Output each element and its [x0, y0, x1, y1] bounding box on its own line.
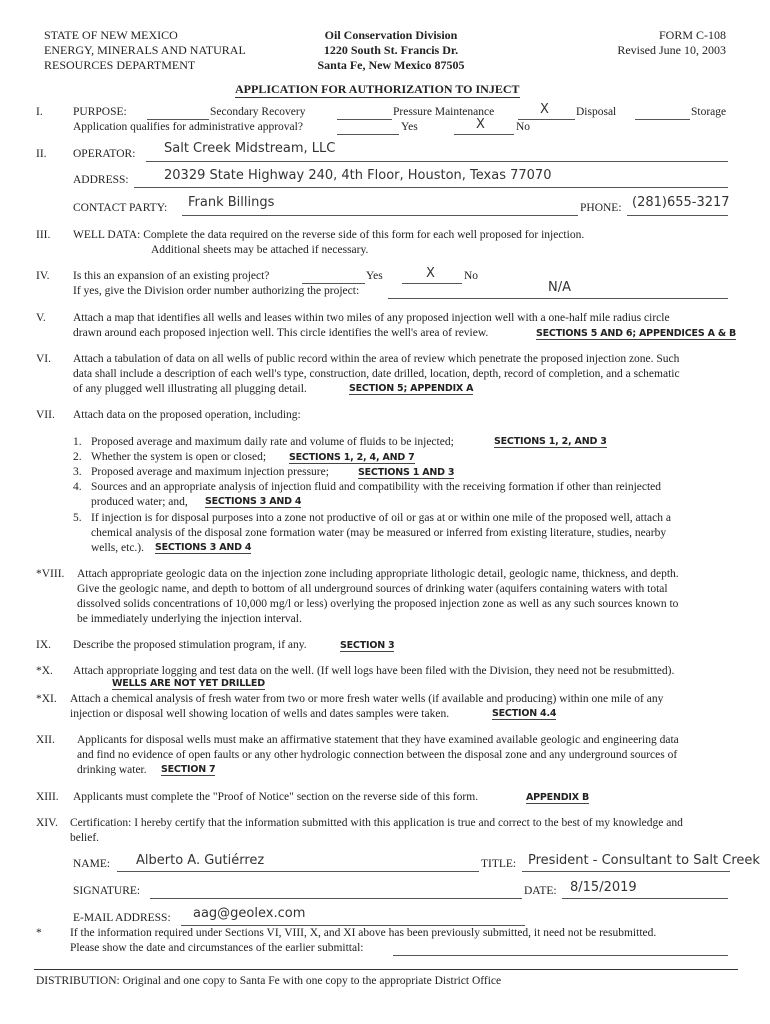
form-revision: Revised June 10, 2003: [617, 43, 726, 57]
operation-item-text-continued: produced water; and,: [91, 496, 188, 508]
operator-value: Salt Creek Midstream, LLC: [164, 141, 336, 156]
footnote-text-line-1: If the information required under Sections VI, VIII, X, and XI above has been previously submitted, it need not be resubmitted.: [70, 927, 657, 939]
email-field[interactable]: [181, 925, 525, 926]
logging-reference: WELLS ARE NOT YET DRILLED: [112, 678, 265, 689]
section-number: III.: [36, 229, 51, 241]
pressure-maintenance-label: Pressure Maintenance: [393, 106, 495, 118]
form-title: APPLICATION FOR AUTHORIZATION TO INJECT: [235, 82, 520, 96]
section-number: XII.: [36, 734, 55, 746]
section-number: VII.: [36, 409, 55, 421]
date-value: 8/15/2019: [570, 880, 637, 895]
form-id-header: [617, 28, 726, 58]
section-number: VI.: [36, 353, 52, 365]
name-field[interactable]: [117, 871, 479, 872]
freshwater-reference: SECTION 4.4: [492, 708, 557, 719]
operation-item-number: 5.: [73, 512, 82, 524]
phone-label: PHONE:: [580, 202, 622, 214]
operation-item-text-continued: chemical analysis of the disposal zone formation water (may be measured or inferred from existing literature, studies, nearby: [91, 527, 667, 539]
form-number: FORM C-108: [658, 28, 726, 42]
contact-party-label: CONTACT PARTY:: [73, 202, 168, 214]
division-order-value: N/A: [548, 280, 571, 295]
division-order-question: If yes, give the Division order number authorizing the project:: [73, 285, 360, 297]
affirmative-reference: SECTION 7: [161, 764, 216, 775]
map-text-line-2: drawn around each proposed injection well. This circle identifies the well's area of review.: [73, 327, 489, 339]
agency-header: [44, 28, 246, 73]
section-number: XIII.: [36, 791, 59, 803]
geologic-text-line-3: dissolved solids concentrations of 10,000 mg/l or less) overlying the proposed injection zone as well as any such sources known to: [77, 598, 679, 610]
operation-item-text: If injection is for disposal purposes into a zone not productive of oil or gas at or within one mile of the proposed well, attach a: [91, 512, 671, 524]
secondary-recovery-blank[interactable]: [147, 119, 209, 120]
notice-text: Applicants must complete the "Proof of Notice" section on the reverse side of this form.: [73, 791, 479, 803]
email-label: E-MAIL ADDRESS:: [73, 912, 171, 924]
section-number: IV.: [36, 270, 50, 282]
approval-no-blank[interactable]: [454, 134, 514, 135]
section-number: IX.: [36, 639, 52, 651]
name-label: NAME:: [73, 858, 111, 870]
operation-item-text-continued: wells, etc.).: [91, 542, 145, 554]
notice-reference: APPENDIX B: [526, 792, 590, 803]
secondary-recovery-label: Secondary Recovery: [210, 106, 306, 118]
address-value: 20329 State Highway 240, 4th Floor, Houston, Texas 77070: [164, 168, 552, 183]
divider: [34, 969, 738, 970]
tabulation-text-line-3: of any plugged well illustrating all plugging detail.: [73, 383, 307, 395]
certification-text-line-2: belief.: [70, 832, 100, 844]
signature-label: SIGNATURE:: [73, 885, 141, 897]
operator-label: OPERATOR:: [73, 148, 136, 160]
purpose-label: PURPOSE:: [73, 106, 127, 118]
earlier-submittal-field[interactable]: [393, 955, 728, 956]
division-line-3: Santa Fe, New Mexico 87505: [317, 58, 465, 72]
operation-item-number: 4.: [73, 481, 82, 493]
division-line-1: Oil Conservation Division: [324, 28, 458, 42]
division-header: [306, 28, 476, 73]
stimulation-reference: SECTION 3: [340, 640, 395, 651]
operation-item-reference: SECTIONS 1 AND 3: [358, 467, 455, 478]
expansion-no-check-mark: X: [426, 266, 435, 281]
disposal-blank[interactable]: [518, 119, 575, 120]
logging-text: Attach appropriate logging and test data on the well. (If well logs have been filed with the Division, they need not be resubmitted).: [73, 665, 675, 677]
footnote-text-line-2: Please show the date and circumstances of the earlier submittal:: [70, 942, 364, 954]
pressure-maintenance-blank[interactable]: [337, 119, 392, 120]
signature-field[interactable]: [150, 898, 522, 899]
operation-item-reference: SECTIONS 1, 2, 4, AND 7: [289, 452, 415, 463]
division-line-2: 1220 South St. Francis Dr.: [323, 43, 459, 57]
operation-item-text: Sources and an appropriate analysis of injection fluid and compatibility with the receiving formation if other than reinjected: [91, 481, 662, 493]
expansion-question: Is this an expansion of an existing project?: [73, 270, 270, 282]
expansion-no-blank[interactable]: [402, 283, 462, 284]
freshwater-text-line-2: injection or disposal well showing location of wells and dates samples were taken.: [70, 708, 450, 720]
freshwater-text-line-1: Attach a chemical analysis of fresh water from two or more fresh water wells (if available and producing) within one mile of any: [70, 693, 664, 705]
footnote-asterisk: *: [36, 927, 42, 939]
title-value: President - Consultant to Salt Creek: [528, 853, 760, 868]
section-number: *VIII.: [36, 568, 65, 580]
storage-blank[interactable]: [635, 119, 690, 120]
contact-party-value: Frank Billings: [188, 195, 275, 210]
operation-item-text: Proposed average and maximum injection pressure;: [91, 466, 329, 478]
admin-approval-question: Application qualifies for administrative approval?: [73, 121, 303, 133]
affirmative-text-line-1: Applicants for disposal wells must make an affirmative statement that they have examined available geologic and engineering data: [77, 734, 679, 746]
operation-item-reference: SECTIONS 3 AND 4: [155, 542, 252, 553]
title-label: TITLE:: [481, 858, 517, 870]
tabulation-text-line-1: Attach a tabulation of data on all wells of public record within the area of review which penetrate the proposed injection zone. Such: [73, 353, 680, 365]
operation-item-number: 2.: [73, 451, 82, 463]
certification-text-line-1: Certification: I hereby certify that the information submitted with this application is true and correct to the best of my knowledge and: [70, 817, 683, 829]
stimulation-text: Describe the proposed stimulation program, if any.: [73, 639, 307, 651]
section-number: *X.: [36, 665, 53, 677]
operation-intro: Attach data on the proposed operation, including:: [73, 409, 301, 421]
operator-field[interactable]: [146, 161, 728, 162]
phone-field[interactable]: [627, 215, 728, 216]
operation-item-reference: SECTIONS 3 AND 4: [205, 496, 302, 507]
tabulation-text-line-2: data shall include a description of each well's type, construction, date drilled, location, depth, record of completion, and a schematic: [73, 368, 680, 380]
operation-item-number: 3.: [73, 466, 82, 478]
approval-no-label: No: [516, 121, 531, 133]
approval-no-check-mark: X: [476, 117, 485, 132]
section-number: II.: [36, 148, 47, 160]
agency-line-3: RESOURCES DEPARTMENT: [44, 58, 196, 72]
name-value: Alberto A. Gutiérrez: [136, 853, 265, 868]
expansion-yes-blank[interactable]: [302, 283, 365, 284]
section-number: *XI.: [36, 693, 57, 705]
operation-item-number: 1.: [73, 436, 82, 448]
geologic-text-line-4: be immediately underlying the injection interval.: [77, 613, 302, 625]
operation-item-text: Proposed average and maximum daily rate and volume of fluids to be injected;: [91, 436, 454, 448]
date-label: DATE:: [524, 885, 557, 897]
well-data-note: Additional sheets may be attached if necessary.: [151, 244, 369, 256]
tabulation-reference: SECTION 5; APPENDIX A: [349, 383, 474, 394]
section-number: I.: [36, 106, 43, 118]
distribution-note: DISTRIBUTION: Original and one copy to Santa Fe with one copy to the appropriate District Office: [36, 975, 502, 987]
well-data-text: WELL DATA: Complete the data required on the reverse side of this form for each well proposed for injection.: [73, 229, 585, 241]
geologic-text-line-2: Give the geologic name, and depth to bottom of all underground sources of drinking water (aquifers containing waters with total: [77, 583, 668, 595]
phone-value: (281)655-3217: [632, 195, 730, 210]
email-value: aag@geolex.com: [193, 906, 306, 921]
map-reference: SECTIONS 5 AND 6; APPENDICES A & B: [536, 328, 737, 339]
title-field[interactable]: [522, 871, 730, 872]
section-number: V.: [36, 312, 46, 324]
operation-item-reference: SECTIONS 1, 2, AND 3: [494, 436, 607, 447]
disposal-label: Disposal: [576, 106, 617, 118]
date-field[interactable]: [562, 898, 728, 899]
agency-line-2: ENERGY, MINERALS AND NATURAL: [44, 43, 246, 57]
contact-party-field[interactable]: [182, 215, 578, 216]
disposal-check-mark: X: [540, 102, 549, 117]
storage-label: Storage: [691, 106, 727, 118]
approval-yes-label: Yes: [401, 121, 418, 133]
address-label: ADDRESS:: [73, 174, 129, 186]
geologic-text-line-1: Attach appropriate geologic data on the injection zone including appropriate lithologic detail, geologic name, thickness, and depth.: [77, 568, 679, 580]
affirmative-text-line-2: and find no evidence of open faults or any other hydrologic connection between the disposal zone and any underground sources of: [77, 749, 678, 761]
operation-item-text: Whether the system is open or closed;: [91, 451, 267, 463]
address-field[interactable]: [134, 187, 728, 188]
approval-yes-blank[interactable]: [337, 134, 399, 135]
affirmative-text-line-3: drinking water.: [77, 764, 147, 776]
expansion-no-label: No: [464, 270, 479, 282]
agency-line-1: STATE OF NEW MEXICO: [44, 28, 178, 42]
section-number: XIV.: [36, 817, 58, 829]
division-order-field[interactable]: [388, 298, 728, 299]
map-text-line-1: Attach a map that identifies all wells and leases within two miles of any proposed injection well with a one-half mile radius circle: [73, 312, 670, 324]
expansion-yes-label: Yes: [366, 270, 383, 282]
